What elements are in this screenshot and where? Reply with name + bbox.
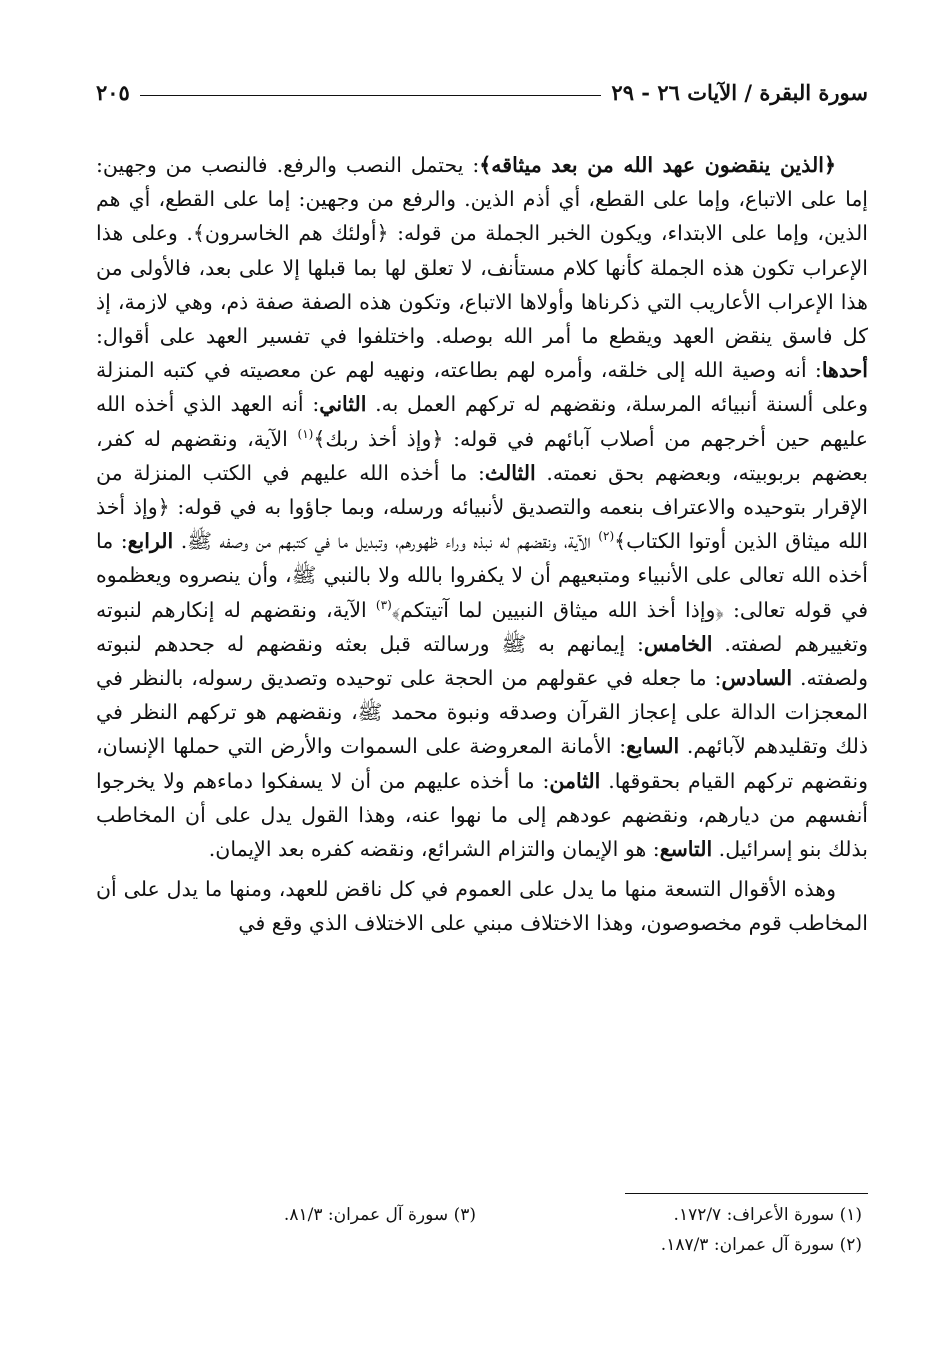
text-run: : يحتمل النصب والرفع. فالنصب من وجهين: إما على الاتباع، وإما على القطع، أي أذم الذين. والرفع من وجهين: إما على القطع، أي هم الذين، وإما على الابتداء، ويكون الخبر الجملة من قوله: ﴿أولئك هم الخاسرون﴾. وعلى هذا الإعراب تكون هذه الجملة كأنها كلام مستأنف، لا تعلق لها بما قبلها إلا على بعد، فالأولى من هذا الإعراب الأعاريب التي ذكرناها وأولاها الاتباع، وتكون هذه الصفة صفة ذم، وهي لازمة، إذ كل فاسق ينقض العهد ويقطع ما أمر الله بوصله. واختلفوا في تفسير العهد على أقوال: (96, 153, 868, 349)
bold-term: الثاني (319, 392, 367, 417)
footnote-row (96, 1200, 868, 1230)
footnote-ref: (٣) (375, 597, 392, 612)
page-number: ٢٠٥ (96, 79, 130, 105)
paragraph (96, 148, 868, 866)
text-run: : إيمانهم به ﷺ ورسالته قبل بعثه ونقضهم له جحدهم لنبوته ولصفته. (96, 631, 868, 691)
text-run: الآية، ونقضهم له نبذه وراء ظهورهم، وتبديل ما في كتبهم من وصفه ﷺ. (173, 529, 599, 554)
text-run: : الأمانة المعروضة على السموات والأرض التي حملها الإنسان، ونقضهم تركهم القيام بحقوقها. (96, 734, 868, 793)
text-run: : ما جعله في عقولهم من الحجة على توحيده وتصديق رسوله، بالنظر في المعجزات الدالة على إعجاز القرآن وصدقه ونبوة محمد ﷺ، ونقضهم هو تركهم النظر في ذلك وتقليدهم لآبائهم. (96, 666, 868, 759)
bold-term: السادس (721, 666, 793, 691)
header-title: سورة البقرة / الآيات ٢٦ - ٢٩ (611, 79, 868, 105)
text-run: : أنه العهد الذي أخذه الله عليهم حين أخرجهم من أصلاب آبائهم في قوله: ﴿وإذ أخذ ربك﴾ (96, 392, 869, 451)
bold-term: الثامن (549, 768, 601, 793)
text-run: : أنه وصية الله إلى خلقه، وأمره لهم بطاعته، ونهيه لهم عن معصيته في كتبه المنزلة وعلى ألسنة أنبيائه المرسلة، ونقضهم له تركهم العمل به. (96, 358, 868, 417)
text-run: : ما أخذه عليهم من أن لا يسفكوا دماءهم ولا يخرجوا أنفسهم من ديارهم، ونقضهم عودهم إلى ما نهوا عنه، وهذا القول يدل على أن المخاطب بذلك بنو إسرائيل. (96, 768, 868, 862)
running-header (96, 72, 868, 112)
paragraph (96, 872, 868, 940)
text-run: وهذه الأقوال التسعة منها ما يدل على العموم في كل ناقض للعهد، ومنها ما يدل على أن المخاطب قوم مخصوصون، وهذا الاختلاف مبني على الاختلاف الذي وقع في (96, 877, 868, 936)
body-text (96, 148, 868, 941)
bold-term: السابع (626, 734, 680, 759)
bold-term: الخامس (643, 631, 713, 656)
footnote-1: (١) سورة الأعراف: ١٧٢/٧. (673, 1205, 862, 1225)
bold-term: الرابع (127, 529, 174, 554)
footnote-ref: (٢) (598, 529, 615, 544)
footnote-3: (٣) سورة آل عمران: ٨١/٣. (283, 1205, 476, 1225)
footnote-separator (625, 1193, 868, 1194)
header-rule (140, 95, 602, 96)
footnote-2: (٢) سورة آل عمران: ١٨٧/٣. (660, 1235, 862, 1255)
bold-term: أحدها (821, 358, 868, 383)
bold-term: الثالث (484, 460, 536, 485)
bold-term: التاسع (659, 837, 713, 862)
bold-term: ﴿الذين ينقضون عهد الله من بعد ميثاقه﴾ (479, 153, 836, 177)
footnotes (96, 1200, 868, 1260)
text-run: الآية، ونقضهم له كفر، بعضهم بربوبيته، وبعضهم بحق نعمته. (96, 426, 868, 485)
text-run: الآية، ونقضهم له إنكارهم لنبوته وتغييرهم لصفته. (96, 597, 868, 656)
footnote-row (96, 1230, 868, 1260)
text-run: : ما أخذه الله تعالى على الأنبياء ومتبعيهم أن لا يكفروا بالله ولا بالنبي ﷺ، وأن ينصروه ويعظموه في قوله تعالى: ﴿وإذا أخذ الله ميثاق النبيين لما آتيتكم﴾ (96, 529, 868, 622)
footnote-ref: (١) (297, 426, 314, 441)
text-run: : ما أخذه الله عليهم في الكتب المنزلة من الإقرار بتوحيده والاعتراف بنعمه والتصديق لأنبيائه ورسله، وبما جاؤوا به في قوله: ﴿وإذ أخذ الله ميثاق الذين أوتوا الكتاب﴾ (96, 460, 868, 554)
text-run: : هو الإيمان والتزام الشرائع، ونقضه كفره بعد الإيمان. (208, 837, 660, 862)
